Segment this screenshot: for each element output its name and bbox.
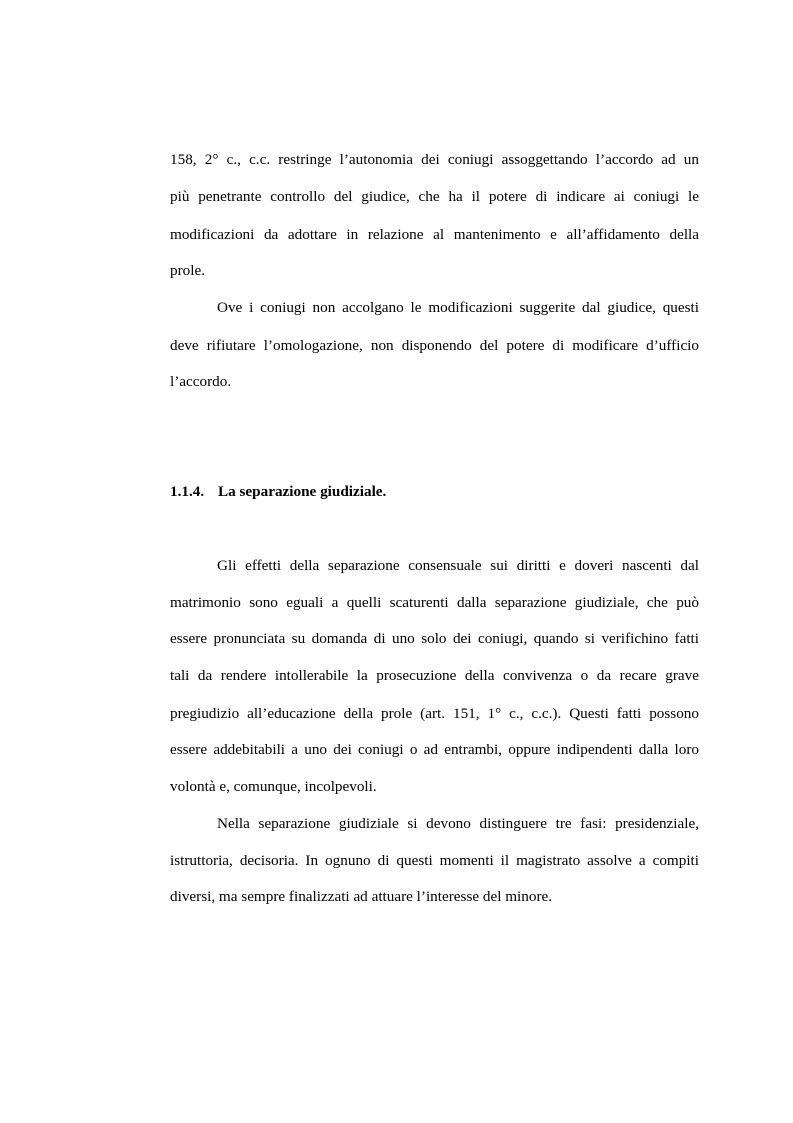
section-heading [170, 482, 386, 502]
paragraph-line: essere addebitabili a uno dei coniugi o ad entrambi, oppure indipendenti dalla loro [170, 741, 699, 758]
paragraph-line: prole. [170, 262, 206, 279]
paragraph-line: diversi, ma sempre finalizzati ad attuare l’interesse del minore. [170, 888, 553, 905]
paragraph-line: Nella separazione giudiziale si devono distinguere tre fasi: presidenziale, [217, 815, 699, 832]
paragraph-line: matrimonio sono eguali a quelli scaturenti dalla separazione giudiziale, che può [170, 594, 699, 611]
section-title: La separazione giudiziale. [218, 483, 387, 500]
section-number: 1.1.4. [170, 483, 205, 500]
paragraph-line: istruttoria, decisoria. In ognuno di questi momenti il magistrato assolve a compiti [170, 852, 699, 869]
paragraph-line: pregiudizio all’educazione della prole (art. 151, 1° c., c.c.). Questi fatti possono [170, 705, 699, 722]
paragraph-line: essere pronunciata su domanda di uno solo dei coniugi, quando si verifichino fatti [170, 630, 699, 647]
paragraph-line: modificazioni da adottare in relazione al mantenimento e all’affidamento della [170, 226, 699, 243]
paragraph-line: tali da rendere intollerabile la prosecuzione della convivenza o da recare grave [170, 667, 699, 684]
paragraph-line: l’accordo. [170, 373, 232, 390]
paragraph-line: deve rifiutare l’omologazione, non disponendo del potere di modificare d’ufficio [170, 337, 699, 354]
paragraph-line: Gli effetti della separazione consensuale sui diritti e doveri nascenti dal [217, 557, 699, 574]
paragraph-line: 158, 2° c., c.c. restringe l’autonomia dei coniugi assoggettando l’accordo ad un [170, 151, 699, 168]
paragraph-line: Ove i coniugi non accolgano le modificazioni suggerite dal giudice, questi [217, 299, 699, 316]
paragraph-line: volontà e, comunque, incolpevoli. [170, 778, 377, 795]
paragraph-line: più penetrante controllo del giudice, che ha il potere di indicare ai coniugi le [170, 188, 699, 205]
